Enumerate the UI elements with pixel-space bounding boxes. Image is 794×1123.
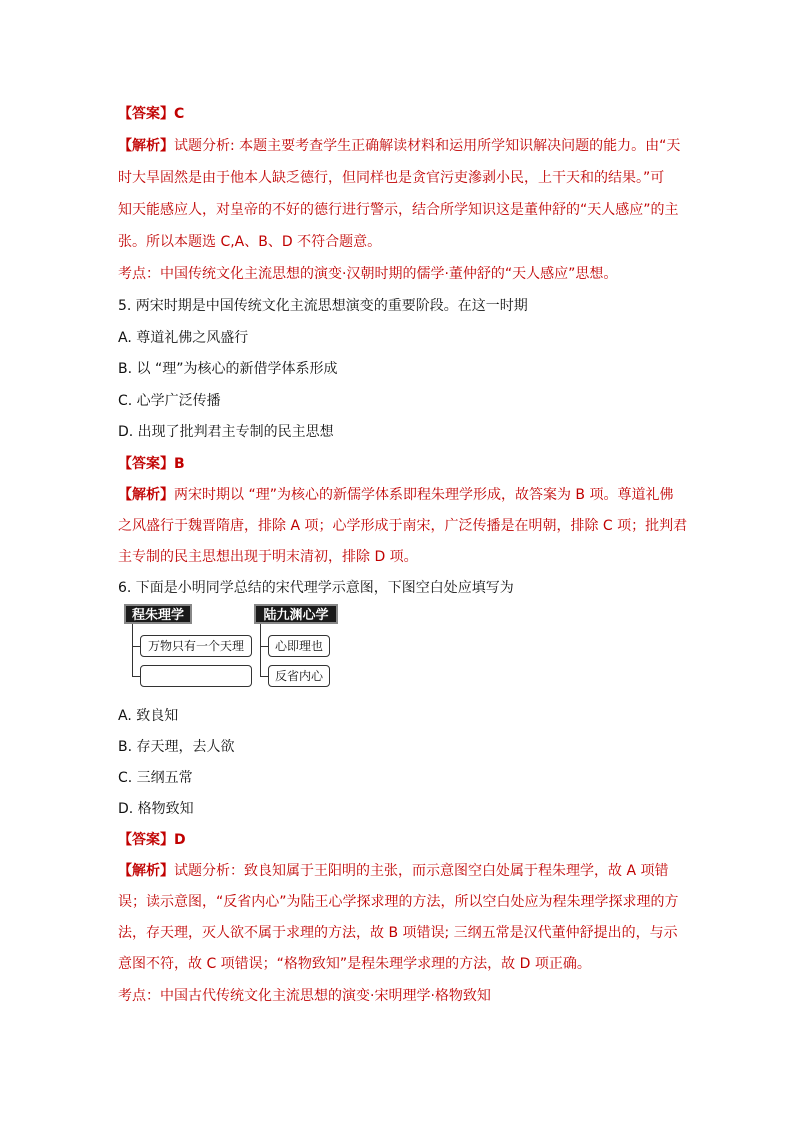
answer-label: 【答案】 — [118, 456, 174, 472]
connector-left-bottom — [132, 676, 140, 677]
q6-stem: 6. 下面是小明同学总结的宋代理学示意图，下图空白处应填写为 — [118, 580, 514, 596]
q6-option-a: A. 致良知 — [118, 708, 179, 724]
answer-letter: B — [174, 456, 185, 472]
q5-option-c: C. 心学广泛传播 — [118, 393, 221, 409]
q4-analysis-line-4: 张。所以本题选 C,A、B、D 不符合题意。 — [118, 234, 382, 250]
analysis-label: 【解析】 — [118, 487, 174, 503]
q5-analysis-line-1 — [118, 485, 673, 505]
connector-right-top — [260, 646, 268, 647]
q6-analysis-line-4: 意图不符，故 C 项错误；“格物致知”是程朱理学求理的方法，故 D 项正确。 — [118, 956, 591, 972]
q5-answer — [118, 454, 185, 474]
q4-analysis-line-3: 知天能感应人，对皇帝的不好的德行进行警示，结合所学知识这是董仲舒的“天人感应”的主 — [118, 202, 679, 218]
analysis-text: 试题分析：致良知属于王阳明的主张，而示意图空白处属于程朱理学，故 A 项错 — [174, 863, 669, 879]
q4-analysis-line-2: 时大旱固然是由于他本人缺乏德行，但同样也是贪官污吏滲剥小民，上干天和的结果。”可 — [118, 170, 665, 186]
q5-option-d: D. 出现了批判君主专制的民主思想 — [118, 424, 334, 440]
connector-right-vertical — [260, 624, 261, 676]
connector-left-vertical — [132, 624, 133, 676]
q5-option-b: B. 以 “理”为核心的新借学体系形成 — [118, 361, 338, 377]
q6-kaodian: 考点：中国古代传统文化主流思想的演变·宋明理学·格物致知 — [118, 988, 491, 1004]
q5-option-a: A. 尊道礼佛之风盛行 — [118, 330, 249, 346]
q6-option-d: D. 格物致知 — [118, 801, 194, 817]
q6-option-c: C. 三纲五常 — [118, 770, 193, 786]
analysis-label: 【解析】 — [118, 863, 174, 879]
analysis-text: 两宋时期以 “理”为核心的新儒学体系即程朱理学形成，故答案为 B 项。尊道礼佛 — [174, 487, 674, 503]
header-lujiuyuan: 陆九渊心学 — [254, 604, 338, 624]
box-fanxing-neixin: 反省内心 — [268, 665, 330, 687]
song-lixue-diagram — [124, 604, 338, 692]
connector-right-bottom — [260, 676, 268, 677]
answer-label: 【答案】 — [118, 106, 174, 122]
q6-analysis-line-1 — [118, 861, 668, 881]
answer-label: 【答案】 — [118, 832, 174, 848]
connector-left-top — [132, 646, 140, 647]
q5-analysis-line-2: 之风盛行于魏晋隋唐，排除 A 项；心学形成于南宋，广泛传播是在明朝，排除 C 项；批判君 — [118, 518, 688, 534]
q6-analysis-line-2: 误；读示意图，“反省内心”为陆王心学探求理的方法，所以空白处应为程朱理学探求理的方 — [118, 894, 679, 910]
q4-analysis-line-1 — [118, 136, 680, 156]
answer-letter: D — [174, 832, 186, 848]
q4-answer — [118, 104, 184, 124]
q6-analysis-line-3: 法，存天理，灭人欲不属于求理的方法，故 B 项错误; 三纲五常是汉代董仲舒提出的，与示 — [118, 925, 678, 941]
q4-kaodian: 考点：中国传统文化主流思想的演变·汉朝时期的儒学·董仲舒的“天人感应”思想。 — [118, 266, 618, 282]
q6-option-b: B. 存天理，去人欲 — [118, 739, 235, 755]
q5-stem: 5. 两宋时期是中国传统文化主流思想演变的重要阶段。在这一时期 — [118, 298, 528, 314]
header-chengzhu: 程朱理学 — [124, 604, 192, 624]
analysis-label: 【解析】 — [118, 138, 174, 154]
q5-analysis-line-3: 主专制的民主思想出现于明末清初，排除 D 项。 — [118, 549, 418, 565]
answer-letter: C — [174, 106, 185, 122]
box-wanwu-tianli: 万物只有一个天理 — [140, 635, 252, 657]
analysis-text: 试题分析: 本题主要考查学生正确解读材料和运用所学知识解决问题的能力。由“天 — [174, 138, 681, 154]
q6-answer — [118, 830, 186, 850]
box-xinjili: 心即理也 — [268, 635, 330, 657]
box-blank — [140, 665, 252, 687]
